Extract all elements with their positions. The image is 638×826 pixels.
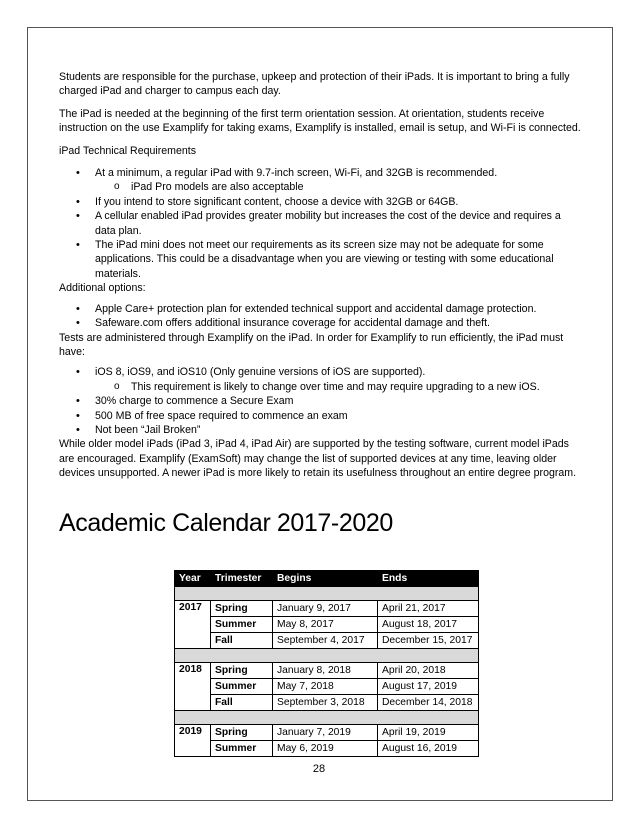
list-item: • The iPad mini does not meet our requirements as its screen size may not be adequate for some applications. This could be a disadvantage when you are viewing or testing with some educational materials. — [59, 238, 584, 281]
begins-cell: January 8, 2018 — [273, 663, 378, 679]
year-cell: 2019 — [175, 725, 211, 757]
trimester-cell: Spring — [211, 601, 273, 617]
list-item: • Not been “Jail Broken” — [59, 423, 584, 437]
paragraph-responsibility: Students are responsible for the purchase, upkeep and protection of their iPads. It is important to bring a fully charged iPad and charger to campus each day. — [59, 71, 570, 98]
page-number: 28 — [312, 763, 326, 775]
calendar-title: Academic Calendar 2017-2020 — [59, 509, 393, 537]
list-item: • A cellular enabled iPad provides greater mobility but increases the cost of the device and requires a data plan. — [59, 209, 584, 238]
table-row — [175, 741, 479, 757]
ends-cell: April 21, 2017 — [378, 601, 479, 617]
year-cell: 2018 — [175, 663, 211, 711]
trimester-cell: Summer — [211, 741, 273, 757]
table-header-row — [175, 571, 479, 587]
paragraph-orientation: The iPad is needed at the beginning of the first term orientation session. At orientation, students receive instruction on the use Examplify for taking exams, Examplify is installed, email is setup, and Wi-Fi is connected. — [59, 107, 581, 135]
table-row — [175, 663, 479, 679]
tech-requirements-heading: iPad Technical Requirements — [59, 144, 197, 157]
year-cell: 2017 — [175, 601, 211, 649]
ends-cell: April 20, 2018 — [378, 663, 479, 679]
ends-cell: December 15, 2017 — [378, 633, 479, 649]
tests-requirements-list — [59, 365, 584, 437]
list-item: • If you intend to store significant content, choose a device with 32GB or 64GB. — [59, 195, 584, 209]
begins-cell: September 4, 2017 — [273, 633, 378, 649]
list-item: • Safeware.com offers additional insurance coverage for accidental damage and theft. — [59, 316, 584, 330]
ends-cell: August 18, 2017 — [378, 617, 479, 633]
table-spacer-row — [175, 649, 479, 663]
additional-options-list — [59, 302, 584, 331]
table-row — [175, 601, 479, 617]
table-row — [175, 725, 479, 741]
header-year: Year — [175, 571, 211, 587]
begins-cell: January 7, 2019 — [273, 725, 378, 741]
begins-cell: May 6, 2019 — [273, 741, 378, 757]
closing-paragraph: While older model iPads (iPad 3, iPad 4, iPad Air) are supported by the testing software, current model iPads are encouraged. Examplify (ExamSoft) may change the list of supported devices at any time, leaving older devices unsupported. A newer iPad is more likely to retain its usefulness throughout an entire degree program. — [59, 438, 577, 480]
list-item: • iOS 8, iOS9, and iOS10 (Only genuine versions of iOS are supported). — [59, 365, 584, 379]
begins-cell: January 9, 2017 — [273, 601, 378, 617]
list-sub-item: o This requirement is likely to change over time and may require upgrading to a new iOS. — [59, 380, 584, 394]
list-item: • Apple Care+ protection plan for extended technical support and accidental damage protection. — [59, 302, 584, 316]
trimester-cell: Spring — [211, 663, 273, 679]
table-row — [175, 695, 479, 711]
tech-requirements-list — [59, 166, 584, 281]
table-row — [175, 679, 479, 695]
header-trimester: Trimester — [211, 571, 273, 587]
header-ends: Ends — [378, 571, 479, 587]
trimester-cell: Summer — [211, 679, 273, 695]
begins-cell: May 7, 2018 — [273, 679, 378, 695]
begins-cell: May 8, 2017 — [273, 617, 378, 633]
begins-cell: September 3, 2018 — [273, 695, 378, 711]
document-body — [59, 70, 584, 481]
trimester-cell: Spring — [211, 725, 273, 741]
trimester-cell: Summer — [211, 617, 273, 633]
list-item: • 500 MB of free space required to commence an exam — [59, 409, 584, 423]
list-sub-item: o iPad Pro models are also acceptable — [59, 180, 584, 194]
ends-cell: August 16, 2019 — [378, 741, 479, 757]
header-begins: Begins — [273, 571, 378, 587]
ends-cell: December 14, 2018 — [378, 695, 479, 711]
ends-cell: August 17, 2019 — [378, 679, 479, 695]
table-spacer-row — [175, 587, 479, 601]
table-spacer-row — [175, 711, 479, 725]
list-item: • 30% charge to commence a Secure Exam — [59, 394, 584, 408]
list-item: • At a minimum, a regular iPad with 9.7-inch screen, Wi-Fi, and 32GB is recommended. — [59, 166, 584, 180]
tests-paragraph: Tests are administered through Examplify on the iPad. In order for Examplify to run efficiently, the iPad must have: — [59, 331, 564, 358]
trimester-cell: Fall — [211, 633, 273, 649]
academic-calendar-table — [174, 570, 479, 757]
table-row — [175, 617, 479, 633]
trimester-cell: Fall — [211, 695, 273, 711]
table-row — [175, 633, 479, 649]
additional-options-heading: Additional options: — [59, 282, 146, 295]
ends-cell: April 19, 2019 — [378, 725, 479, 741]
